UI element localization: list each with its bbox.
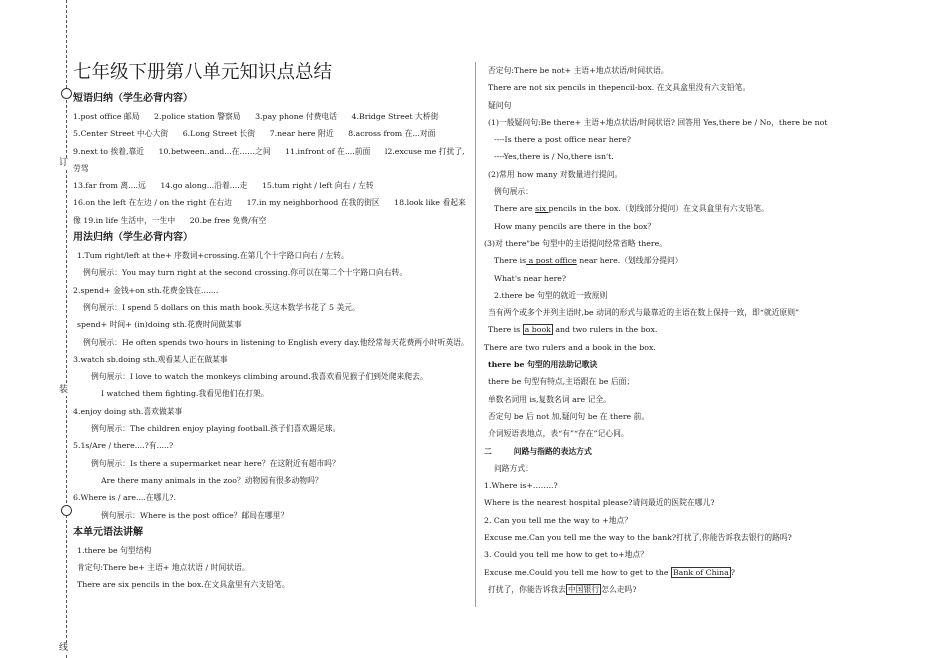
grammar-line: 2.there be 句型的就近一致原则 bbox=[494, 290, 608, 300]
underlined-word: six bbox=[535, 204, 549, 214]
usage-line: 1.Tum right/left at the+ 序数词+crossing.在第几个十字路口向右 / 左转。 bbox=[77, 251, 349, 261]
phrase-item: 4.Bridge Street 大桥街 bbox=[351, 112, 439, 121]
phrase-item: l2.excuse me 打扰了,劳驾 bbox=[73, 146, 465, 173]
memory-line: 介词短语表地点，表“有”“存在”记心间。 bbox=[488, 429, 629, 439]
text-fragment: 打扰了，你能告诉我去 bbox=[488, 584, 566, 594]
phrase-item: 11.infront of 在....前面 bbox=[285, 146, 371, 156]
phrase-row bbox=[73, 143, 468, 178]
grammar-line: 肯定句:There be+ 主语+ 地点状语 / 时间状语。 bbox=[77, 563, 250, 573]
column-divider bbox=[475, 62, 476, 607]
text-fragment: and two rulers in the box. bbox=[552, 325, 658, 335]
binding-char-xian: 线 bbox=[59, 643, 69, 653]
usage-example: 例句展示：Where is the post office？邮局在哪里？ bbox=[101, 510, 289, 520]
usage-line: spend+ 时间+ (in)doing sth.花费时间做某事 bbox=[77, 320, 242, 330]
left-column bbox=[73, 62, 468, 594]
phrase-row bbox=[73, 194, 468, 229]
phrase-row bbox=[73, 108, 468, 125]
binding-char-ding: 订 bbox=[59, 158, 69, 168]
usage-line: 5.1s/Are / there....?有.....? bbox=[73, 441, 174, 451]
binding-margin bbox=[60, 0, 74, 658]
boxed-word: Bank of China bbox=[672, 567, 729, 577]
example-sentence bbox=[484, 200, 894, 217]
usage-line: 3.watch sb.doing sth.观看某人正在做某事 bbox=[73, 354, 228, 364]
text-fragment: ? bbox=[730, 567, 735, 577]
directions-line: Excuse me.Can you tell me the way to the bank?打扰了,你能告诉我去银行的路吗? bbox=[484, 533, 792, 543]
grammar-heading: 本单元语法讲解 bbox=[73, 526, 143, 538]
directions-line bbox=[484, 581, 894, 598]
phrase-item: 6.Long Street 长街 bbox=[182, 129, 256, 139]
phrase-item: 15.tum right / left 向右 / 左转 bbox=[261, 181, 374, 191]
memory-line: 单数名词用 is,复数名词 are 记全。 bbox=[488, 394, 611, 404]
usage-line: 6.Where is / are....在哪儿?. bbox=[73, 493, 176, 503]
grammar-line: (3)对 there"be 句型中的主语提问经常省略 there。 bbox=[484, 238, 668, 248]
directions-line: Where is the nearest hospital please?请问最近的医院在哪儿? bbox=[484, 498, 715, 508]
phrase-row bbox=[73, 125, 468, 142]
phrase-item: 3.pay phone 付费电话 bbox=[255, 112, 338, 121]
dialogue-line: ----Is there a post office near here? bbox=[494, 135, 631, 145]
directions-line: 3. Could you tell me how to get to+地点？ bbox=[484, 550, 649, 560]
usage-heading: 用法归纳（学生必背内容） bbox=[73, 232, 193, 244]
usage-example: 例句展示：The children enjoy playing football.孩子们喜欢踢足球。 bbox=[91, 424, 341, 434]
usage-example: 例句展示：I spend 5 dollars on this math book.买这本数学书花了 5 美元。 bbox=[83, 302, 360, 312]
grammar-line: 1.there be 句型结构 bbox=[77, 545, 152, 555]
phrase-item: 14.go along...沿着....走 bbox=[160, 181, 248, 191]
dialogue-line: ----Yes,there is / No,there isn't. bbox=[494, 152, 614, 162]
ask-way-label: 问路方式： bbox=[494, 463, 533, 473]
text-fragment: near here.（划线部分提问） bbox=[576, 256, 683, 266]
section-title: 问路与指路的表达方式 bbox=[513, 446, 592, 456]
section-two-heading bbox=[484, 443, 894, 460]
example-sentence: How many pencils are there in the box？ bbox=[494, 221, 656, 231]
phrase-item: 1.post office 邮局 bbox=[73, 112, 140, 121]
grammar-line: (2)常用 how many 对数量进行提问。 bbox=[488, 169, 623, 179]
memory-heading: there be 句型的用法助记歌诀 bbox=[488, 360, 598, 370]
example-sentence: There are two rulers and a book in the box. bbox=[484, 342, 656, 352]
boxed-word: a book bbox=[524, 325, 551, 335]
section-number: 二 bbox=[484, 446, 492, 456]
binding-hole-icon bbox=[61, 88, 72, 99]
binding-hole-icon bbox=[61, 505, 72, 516]
phrase-item: 16.on the left 在左边 / on the right 在右边 bbox=[73, 198, 233, 208]
text-fragment: Excuse me.Could you tell me how to get to the bbox=[484, 567, 671, 577]
example-sentence: What's near here? bbox=[494, 273, 567, 283]
usage-example: 例句展示：You may turn right at the second crossing.你可以在第二个十字路口向右转。 bbox=[83, 268, 408, 278]
text-fragment: 怎么走吗? bbox=[601, 584, 637, 594]
boxed-word: 中国银行 bbox=[567, 584, 600, 594]
phrase-item: 9.next to 挨着,靠近 bbox=[73, 146, 145, 156]
phrase-item: 13.far from 离....远 bbox=[73, 181, 146, 191]
right-column bbox=[484, 62, 894, 598]
phrases-heading: 短语归纳（学生必背内容） bbox=[73, 93, 193, 104]
grammar-line: (1)一般疑问句:Be there+ 主语+地点状语/时间状语? 回答用 Yes,there be / No，there be not bbox=[488, 117, 828, 127]
page-title: 七年级下册第八单元知识点总结 bbox=[73, 62, 333, 83]
underlined-word: a post office bbox=[526, 256, 577, 266]
grammar-line: There are not six pencils in thepencil-box. 在文具盒里没有六支铅笔。 bbox=[488, 83, 751, 93]
text-fragment: There are bbox=[494, 204, 536, 214]
text-fragment: There is bbox=[494, 256, 527, 266]
usage-example: Are there many animals in the zoo？动物园有很多动物吗？ bbox=[101, 475, 323, 485]
text-fragment: There is bbox=[488, 325, 523, 335]
usage-example: 例句展示：He often spends two hours in listening to English every day.他经常每天花费两小时听英语。 bbox=[83, 337, 469, 347]
example-sentence bbox=[484, 321, 894, 338]
directions-line: 2. Can you tell me the way to +地点？ bbox=[484, 515, 633, 525]
usage-example: I watched them fighting.我看见他们在打架。 bbox=[101, 389, 269, 399]
grammar-line: There are six pencils in the box.在文具盒里有六支铅笔。 bbox=[77, 580, 290, 590]
usage-line: 2.spend+ 金钱+on sth.花费金钱在....... bbox=[73, 285, 219, 295]
grammar-line: 疑问句 bbox=[488, 100, 512, 110]
phrase-item: 20.be free 免费/有空 bbox=[189, 215, 267, 225]
phrase-item: 10.between..and...在……之间 bbox=[158, 146, 271, 156]
example-label: 例句展示： bbox=[494, 187, 533, 197]
phrase-row bbox=[73, 177, 468, 194]
usage-example: 例句展示：Is there a supermarket near here？在这附近有超市吗？ bbox=[91, 458, 340, 468]
phrase-item: 17.in my neighborhood 在我的街区 bbox=[246, 198, 380, 208]
grammar-line: 否定句:There be not+ 主语+地点状语/时间状语。 bbox=[488, 66, 669, 75]
grammar-line: 当有两个或多个并列主语时,be 动词的形式与最靠近的主语在数上保持一致，即“就近原则” bbox=[488, 308, 800, 318]
phrase-item: 7.near here 附近 bbox=[269, 129, 334, 139]
binding-char-zhuang: 装 bbox=[59, 385, 69, 395]
phrase-item: 8.across from 在...对面 bbox=[348, 129, 436, 139]
phrase-item: 18.look like 看起来像 19.in life 生活中，一生中 bbox=[73, 198, 466, 225]
example-sentence bbox=[484, 252, 894, 269]
memory-line: there be 句型有特点,主语跟在 be 后面； bbox=[488, 377, 635, 387]
memory-line: 否定句 be 后 not 加,疑问句 be 在 there 前。 bbox=[488, 411, 650, 421]
text-fragment: pencils in the box.（划线部分提问）在文具盒里有六支铅笔。 bbox=[548, 204, 769, 214]
phrase-item: 5.Center Street 中心大街 bbox=[73, 129, 169, 139]
usage-example: 例句展示：I love to watch the monkeys climbing around.我喜欢看见猴子们到处爬来爬去。 bbox=[91, 372, 428, 382]
usage-line: 4.enjoy doing sth.喜欢做某事 bbox=[73, 406, 183, 416]
directions-line: 1.Where is+……..? bbox=[484, 481, 558, 491]
phrase-item: 2.police station 警察局 bbox=[154, 112, 241, 121]
directions-line bbox=[484, 564, 894, 581]
